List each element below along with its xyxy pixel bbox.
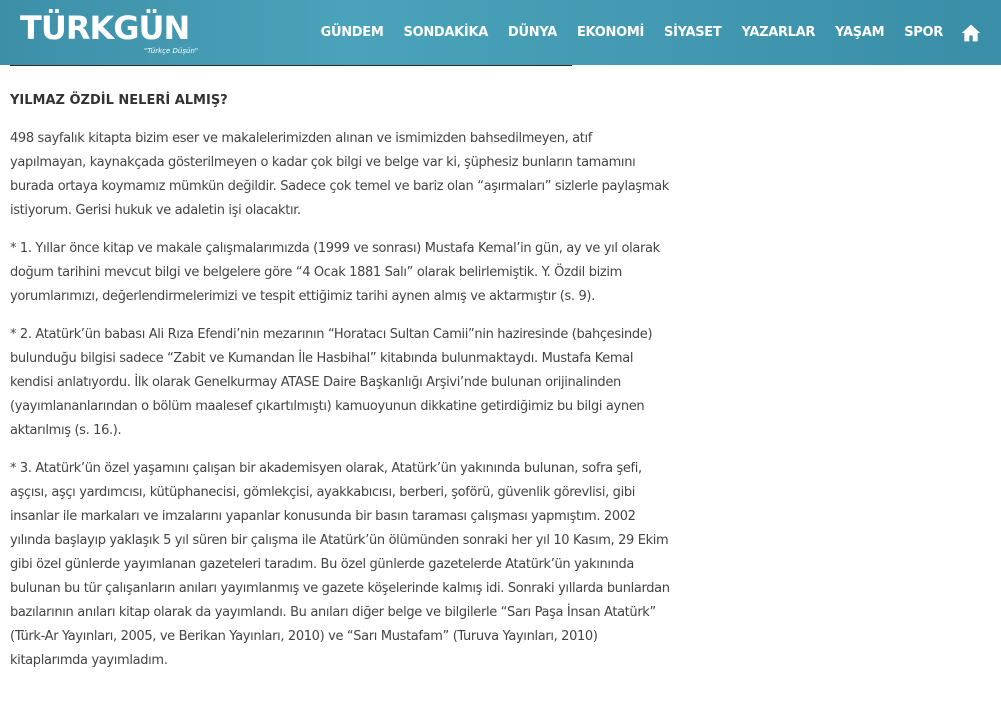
site-header bbox=[0, 0, 1001, 65]
site-logo[interactable] bbox=[20, 8, 200, 58]
nav-item-yasam[interactable]: YAŞAM bbox=[835, 25, 885, 40]
nav-item-gundem[interactable]: GÜNDEM bbox=[320, 25, 384, 40]
logo-tagline: "Türkçe Düşün" bbox=[144, 47, 199, 55]
article-paragraph: * 1. Yıllar önce kitap ve makale çalışmalarımızda (1999 ve sonrası) Mustafa Kemal’in gün, ay ve yıl olarak doğum tarihini mevcut bilgi ve belgelere göre “4 Ocak 1881 Salı” olarak belirlemiştik. Y. Özdil bizim yorumlarımızı, değerlendirmelerimizi ve tespit ettiğimiz tarihi aynen almış ve aktarmıştır (s. 9). bbox=[10, 241, 660, 304]
main-nav bbox=[311, 0, 1001, 65]
article-body bbox=[10, 90, 670, 687]
nav-item-spor[interactable]: SPOR bbox=[904, 25, 943, 40]
article-paragraph: * 3. Atatürk’ün özel yaşamını çalışan bir akademisyen olarak, Atatürk’ün yakınında bulunan, sofra şefi, aşçısı, aşçı yardımcısı, kütüphanecisi, gömlekçisi, ayakkabıcısı, berberi, şoförü, güvenlik görevlisi, gibi insanlar ile markaları ve imzalarını yapanlar konusunda bir basın taraması çalışması yapmıştım. 2002 yılında başlayıp yaklaşık 5 yıl süren bir çalışma ile Atatürk’ün ölümünden sonraki her yıl 10 Kasım, 29 Ekim gibi özel günlerde yayımlanan gazeteleri taradım. Bu özel günlerde gazetelerde Atatürk’ün yakınında bulunan bu tür çalışanların anıları yayımlanmış ve gazete köşelerinde kalmış idi. Sonraki yıllarda bunlardan bazılarının anıları kitap olarak da yayımlandı. Bu anıları diğer belge ve bilgilerle “Sarı Paşa İnsan Atatürk” (Türk-Ar Yayınları, 2005, ve Berikan Yayınları, 2010) ve “Sarı Mustafam” (Turuva Yayınları, 2010) kitaplarımda yayımladım. bbox=[10, 461, 670, 668]
content-divider bbox=[10, 65, 572, 66]
logo-text: TÜRKGÜN bbox=[20, 9, 190, 47]
nav-item-ekonomi[interactable]: EKONOMİ bbox=[576, 25, 644, 40]
nav-item-siyaset[interactable]: SİYASET bbox=[664, 25, 722, 40]
nav-item-sondakika[interactable]: SONDAKİKA bbox=[403, 25, 488, 40]
nav-item-yazarlar[interactable]: YAZARLAR bbox=[741, 25, 816, 40]
nav-item-dunya[interactable]: DÜNYA bbox=[508, 25, 557, 40]
home-icon[interactable] bbox=[961, 23, 981, 43]
article-paragraph: 498 sayfalık kitapta bizim eser ve makalelerimizden alınan ve ismimizden bahsedilmeyen, atıf yapılmayan, kaynakçada gösterilmeyen o kadar çok bilgi ve belge var ki, şüphesiz bunların tamamını burada ortaya koymamız mümkün değildir. Sadece çok temel ve bariz olan “aşırmaları” sizlerle paylaşmak istiyorum. Gerisi hukuk ve adaletin işi olacaktır. bbox=[10, 131, 669, 218]
article-paragraph: * 2. Atatürk’ün babası Ali Rıza Efendi’nin mezarının “Horatacı Sultan Camii”nin haziresinde (bahçesinde) bulunduğu bilgisi sadece “Zabit ve Kumandan İle Hasbihal” kitabında bulunmaktaydı. Mustafa Kemal kendisi anlatıyordu. İlk olarak Genelkurmay ATASE Daire Başkanlığı Arşivi’nde bulunan orijinalinden (yayımlananlarından o bölüm maalesef çıkartılmıştı) kamuoyunun dikkatine getirdiğimiz bu bilgi aynen aktarılmış (s. 16.). bbox=[10, 327, 653, 438]
article-heading: YILMAZ ÖZDİL NELERİ ALMIŞ? bbox=[10, 93, 228, 108]
